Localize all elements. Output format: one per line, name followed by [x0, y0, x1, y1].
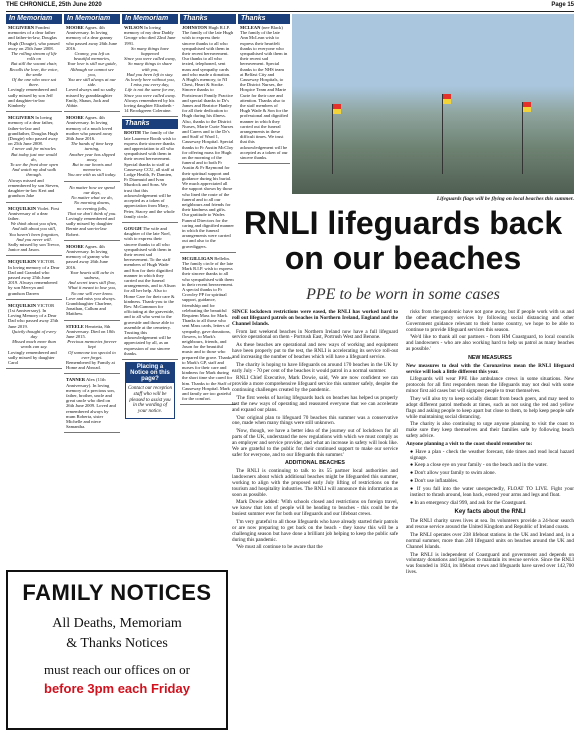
- notice-item: [122, 24, 178, 114]
- notice-verse-line: That we don't think of you.: [67, 210, 117, 216]
- notice-verse-line: Your love is still our guide,: [67, 61, 117, 67]
- notice-verse-line: Although we cannot see you,: [70, 66, 114, 77]
- family-notices-line: & Thanks Notices: [66, 636, 168, 651]
- notice-verse-line: No matter how we spend our days,: [69, 184, 115, 195]
- lifeguard-flag-icon: [523, 102, 531, 112]
- masthead-paper-date: THE CHRONICLE, 25th June 2020: [6, 2, 102, 8]
- family-notices-box: [6, 570, 228, 730]
- lifeguard-flag-icon: [333, 104, 341, 114]
- notice-item: [6, 114, 62, 199]
- masthead: [6, 2, 574, 12]
- story-paragraph: 'We must all continue to be aware that the: [236, 544, 323, 551]
- notice-list: [180, 24, 236, 405]
- notice-verse-line: And talk about you still,: [11, 226, 57, 232]
- notice-surname: JOHNSTON: [182, 25, 208, 30]
- notice-item: [64, 24, 120, 109]
- column-thanks-beside-photo: [238, 14, 290, 204]
- notice-verse-line: So many things have happened: [131, 45, 169, 57]
- notice-signature: Love and miss you always. Granddaughter Charlene, Jonathan, Callum and Matthew.: [66, 295, 116, 317]
- notice-divider: [122, 116, 178, 117]
- column-memoriam-thanks: [122, 14, 178, 568]
- notice-surname: MCLEAN: [240, 25, 261, 30]
- story-bullet: ● Keep a close eye on your family - on the beach and in the water.: [410, 462, 548, 469]
- notice-surname: MCGILLIGAN: [182, 255, 214, 261]
- story-paragraph: The RNLI is continuing to talk to its 55 partner local authorities and landowners about which additional beaches might be lifeguarded this summer, working to align with the proposed early July lifting of restrictions on the tourism and hospitality industries. The RNLI will announce this information as soon as possible.: [232, 468, 398, 498]
- notice-verse-line: What it meant to lose you,: [68, 285, 116, 291]
- notice-item: [64, 243, 120, 318]
- notice-text: Agnes. 4th Anniversary. In loving memory of granny who passed away 26th June 2016.: [66, 243, 110, 270]
- notice-text: Fondest memories of a dear father and father-in-law, Douglas Hugh (Dougie), who passed away on 25th June 2008.: [8, 25, 60, 51]
- notice-divider: [238, 163, 290, 164]
- notice-surname: MCQUILKIN: [8, 302, 37, 308]
- story-paragraph: The charity is also continuing to urge anyone planning to visit the coast to make sure they keep themselves and their families safe by following beach safety advice.: [406, 421, 574, 440]
- story-headline: RNLI lifeguards back on our beaches: [243, 205, 563, 276]
- notice-item: [6, 205, 62, 254]
- notice-item: [64, 376, 120, 430]
- section-header-thanks: Thanks: [180, 14, 236, 24]
- story-paragraph: The charity is hoping to have lifeguards on around 170 beaches in the UK by early July - 70 per cent of the beaches it would patrol in a normal summer.: [232, 361, 398, 374]
- notice-item: [64, 184, 120, 238]
- notice-signature: Sadly missed by son Trevor, Janice and Jason.: [8, 241, 61, 253]
- notice-list: [122, 24, 178, 117]
- column-memoriam-1: [6, 14, 62, 568]
- notice-verse-line: Precious memories forever kept: [67, 339, 117, 350]
- notice-verse-line: But in our hearts and memories: [72, 162, 112, 173]
- story-bullet: ● Have a plan - check the weather forecast, tide times and read local hazard signage.: [410, 448, 574, 461]
- notice-list: [122, 129, 178, 360]
- placing-notice-body: Contact our reception staff who will be pleased to assist you in the wording of your notice.: [128, 385, 172, 415]
- notice-text: VICTOR (1st Anniversary). In Loving Memory of a Dear Dad who passed away 25th June 2019.: [8, 302, 59, 329]
- notice-verse-line: But today just one would do,: [11, 151, 57, 162]
- beach-lifeguard-photo: [292, 14, 574, 194]
- notice-verse-line: No one will ever know.: [71, 290, 113, 296]
- notice-verse-line: Since you were called away.: [124, 92, 176, 98]
- notice-divider: [122, 222, 178, 223]
- story-column-left: [232, 310, 398, 730]
- family-notices-line: All Deaths, Memoriam: [52, 616, 182, 631]
- notice-verse-line: The rolling stream of life rolls on: [11, 51, 57, 62]
- story-subheadline: PPE to be worn in some cases: [306, 286, 500, 303]
- notice-verse-line: We think about you often,: [10, 221, 58, 227]
- story-paragraph: Lifeguards will wear PPE like ambulance crews in some situations. New protocols for all first responders mean the lifeguards may not deal with some minor first aid cases but will signpost people to treat themselves.: [406, 376, 574, 395]
- notice-surname: MOORE: [66, 25, 84, 30]
- notice-verse-line: And secret tears still flow,: [68, 280, 116, 286]
- notice-divider: [6, 111, 62, 112]
- notice-verse-line: Quietly thought of every day: [11, 328, 57, 339]
- notice-verse-line: And watch my dad walk through.: [12, 167, 56, 178]
- column-memoriam-2: [64, 14, 120, 568]
- notice-verse-line: Another year has slipped away,: [68, 151, 116, 162]
- section-header-thanks: Thanks: [122, 119, 178, 129]
- notice-surname: TANNER: [66, 377, 86, 383]
- section-header-memoriam: In Memoriam: [6, 14, 62, 24]
- story-subheading: ADDITIONAL BEACHES: [285, 460, 345, 467]
- story-paragraph: The RNLI operates over 238 lifeboat stations in the UK and Ireland and, in a normal summer, more than 240 lifeguard units on beaches around the UK and Channel Islands.: [406, 532, 574, 550]
- notice-item: [122, 129, 178, 219]
- notice-text: (nee Black) The family of the late Ann McLean wish to express their heartfelt thanks to everyone who sympathised with them in their recent sad bereavement. Special thanks to the NHS team at Belfast City and Causeway Hospitals, to the District Nurses, the Hospice Team and Marie Curie for their care and attention. Thanks also to the staff members of Hugh Wade & Son for the professional and dignified manner in which they carried out the funeral arrangements in these difficult times. We trust that this acknowledgement will be accepted as a token of our sincere thanks.: [240, 25, 288, 161]
- notice-list: [64, 24, 120, 433]
- notice-surname: BOOTH: [124, 130, 141, 136]
- family-notices-deadline: before 3pm each Friday: [44, 681, 190, 696]
- notice-verse-line: The hands of time keep turning,: [70, 141, 114, 152]
- story-paragraph: Mark Dowie added: 'With schools closed and restrictions on foreign travel, we know that lots of people will be heading to beaches - this could be the busiest summer ever for both our lifeguards and our lifeboat crews.: [232, 499, 398, 518]
- notice-verse-line: Since you were called away,: [124, 56, 176, 62]
- notice-verse-line: Of someone too special to ever forget.: [68, 349, 116, 360]
- notice-surname: GOUGH: [124, 225, 142, 231]
- photo-caption: Lifeguards flags will be flying on local beaches this summer.: [436, 196, 574, 202]
- key-facts-heading: Key facts about the RNLI: [454, 509, 526, 516]
- notice-divider: [64, 320, 120, 321]
- notice-verse-line: But still the vacant chair,: [10, 61, 58, 67]
- notice-divider: [64, 111, 120, 112]
- notice-text: The family of the late Laurence Booth wish to express their sincere thanks and appreciation to all who sympathised with them in their recent bereavement. Special thanks to staff at Causeway CCU, all staff at Lodge Health, Fr Damien, Fr Diarmuid and Ivan Murdock and Sons. We trust that this acknowledgement will be accepted as a token of appreciation from Mary, Peter, Stacey and the whole family circle.: [124, 130, 176, 219]
- notice-item: [180, 24, 236, 250]
- notice-item: [64, 114, 120, 178]
- story-paragraph: 'I'm very grateful to all those lifeguards who have already started their patrols or are now preparing to get back on the beach - they know this will be a challenging season but have done a brilliant job helping to keep the public safe during this pandemic.: [232, 519, 398, 543]
- placing-notice-title: Placing a Notice on this page?: [126, 363, 174, 383]
- story-column-right: [406, 310, 574, 730]
- section-header-thanks: Thanks: [238, 14, 290, 24]
- notice-item: [64, 323, 120, 372]
- story-paragraph: The RNLI charity saves lives at sea. Its volunteers provide a 24-hour search and rescue service around the United Kingdom and Republic of Ireland coasts.: [406, 518, 574, 531]
- notice-surname: MCQUILKIN: [8, 259, 37, 265]
- story-lead-paragraph: Anyone planning a visit to the coast should remember to:: [406, 440, 533, 447]
- notice-list: [238, 24, 290, 164]
- notice-verse-line: no evening falls,: [76, 205, 108, 211]
- column-thanks-1: [180, 14, 236, 568]
- notice-verse-line: Of the one who once sat there.: [11, 77, 57, 88]
- notice-text: Bellelin. The family circle of the late Mark R.I.P. wish to express their sincere thanks to all who sympathised with them in their recent bereavement. A special thanks to Fr Crowley PP for spiritual support, guidance, friendship and for celebrating the beautiful Requiem Mass for Mark. Thanks to all those who sent Mass cards, letters of sympathy, gave donations, flowers, to Mark's neighbours, friends, and Jason for the beautiful music and to those who prepared the grave. Thanks to Mark's GP, staff and nurses for their care and kindness for Mark during the short time she cared for him. Thanks to the Staff of Causeway Hospital. Mark and family are too grateful for the comfort.: [182, 255, 234, 402]
- notice-divider: [6, 368, 62, 369]
- notice-divider: [64, 432, 120, 433]
- notice-verse-line: To see the front door open: [9, 162, 59, 168]
- placing-notice-box: [125, 362, 175, 419]
- notice-verse-line: You are still always at our side.: [67, 77, 117, 88]
- notice-surname: MOORE: [66, 115, 84, 121]
- story-bullet: ● Don't use inflatables.: [410, 478, 459, 485]
- notice-signature: Loved always and so sadly missed by granddaughter Emily, Shaun, Jack and Abbie.: [66, 87, 116, 109]
- lifeguard-flag-icon: [443, 94, 451, 104]
- notice-text: Violet. First Anniversary of a dear father.: [8, 205, 60, 221]
- notice-verse-line: So many things to share with you,: [128, 61, 172, 72]
- story-paragraph: 'Our original plan to lifeguard 70 beaches this summer was a conservative one, made when many things were still unknown.: [232, 414, 398, 427]
- notice-verse-line: Life is not the same for me,: [125, 87, 175, 93]
- notice-text: Hugh R.I.P. The family of the late Hugh wish to express their sincere thanks to all who sympathised with them in their recent bereavement. Our thanks to all who texted, telephoned, sent mass and sympathy cards and who made a donation. A Hugh's memory, to NI Chest, Heart & Stroke. Sincere thanks to Portstewart Family Practice and special thanks to Dr's James and Beatrice Hanley for all their dedication to Hugh during his illness. Also, thanks to the District Nurses, Marie Curie Nurses and Carers and to the Dr's and Staff of Ward 1, Causeway Hospital. Special thanks to Fr Austin McCloy for offering mass for Hugh on the morning of the funeral and to both Fr Austin & Fr Raymond for their spiritual support and guidance during his burial. We much appreciated all the support shown by those who lined the route of the funeral and to all our neighbours and friends for their kindness and gifts. Our gratitude to Wades Funeral Directors for the caring and dignified manner in which the funeral arrangements were carried out and also to the gravediggers.: [182, 25, 234, 249]
- story-subheading: NEW MEASURES: [468, 354, 512, 361]
- section-header-memoriam: In Memoriam: [122, 14, 178, 24]
- story-paragraph: As these beaches are operational and new ways of working and equipment have been properly put to the test, the RNLI is accelerating its service roll-out and increasing the number of beaches which will have a lifeguard service.: [232, 342, 398, 360]
- notice-text: In loving memory of a dear father, father-in-law and grandfather, Douglas Hugh (Dougie) who passed away on 25th June 2008.: [8, 115, 58, 147]
- notice-text: Agnes. 4th Anniversary. In loving memory of a dear granny who passed away 26th June 2016.: [66, 25, 118, 51]
- notice-divider: [64, 181, 120, 182]
- family-notices-line: must reach our offices on or: [44, 662, 190, 677]
- notice-text: Agnes. 4th Anniversary. In loving memory of a much loved mother who passed away 26th June 2016.: [66, 115, 113, 142]
- notice-divider: [64, 240, 120, 241]
- notice-verse-line: I miss you every day,: [130, 82, 170, 88]
- notice-verse-line: You are with us still today.: [67, 172, 117, 178]
- notice-verse-line: Recalls the love, the voice, the smile: [9, 66, 59, 77]
- notice-surname: MCQUILKIN: [8, 205, 37, 211]
- story-paragraph: 'We'd like to thank all our partners - from HM Coastguard, to local councils and landowners - who are also working hard to help us patrol as many beaches as possible.': [406, 334, 574, 353]
- notice-text: The wife and daughter of the late Noel, wish to express their sincere thanks to all who sympathised with them in their recent sad bereavement. To the staff members of Hugh Wade and Son for their dignified manner in which they carried out the funeral arrangements, and to Alison for all her help. Also to Home Care for their care & kindness. Thank-you to the Rev. McGammon for officiating at the graveside, and to all who went to the graveside and those able to assemble at the cemetery. Trusting this acknowledgement will be appreciated by all, as an expression of our sincere thanks.: [124, 225, 176, 356]
- notice-verse-line: No matter what we do,: [71, 195, 113, 201]
- notice-item: [6, 302, 62, 366]
- flag-pole: [332, 104, 333, 174]
- notice-divider: [64, 373, 120, 374]
- flag-pole: [442, 94, 443, 174]
- notice-verse-line: Had you been left to stay.: [126, 71, 174, 77]
- notice-text: Alex (11th Anniversary). In loving memory of a precious son, father, brother, uncle and great uncle who died on 26th June 2009. Loved and remembered always by mum Roberta, sister Michelle and niece Samantha.: [66, 377, 116, 430]
- notice-verse-line: You haven't been forgotten,: [9, 231, 59, 237]
- story-bullet: ● In an emergency dial 999, and ask for the Coastguard.: [410, 499, 527, 506]
- notice-item: [238, 24, 290, 161]
- notice-text: In loving memory of my dear Daddy George who died 22nd June 1991.: [124, 25, 176, 46]
- notice-signature: Remembered by Family at Home and Abroad.: [66, 359, 115, 371]
- notice-surname: STEELE: [66, 323, 84, 329]
- notice-surname: WILSON: [124, 25, 143, 30]
- notice-list: [6, 24, 62, 369]
- story-paragraph: RNLI Chief Executive, Mark Dowie, said, 'We are now confident we can provide a more comprehensive lifeguard service this summer safely, despite the continuing challenges created by the pandemic.: [232, 375, 398, 394]
- story-bullet: ● If you fall into the water unexpectedly, FLOAT TO LIVE. Fight your instinct to thrash around, lean back, extend your arms and legs and float.: [410, 485, 574, 498]
- story-paragraph: risks from the pandemic have not gone away, but if people work with us and the other emergency services by following social distancing and other Government guidance relevant to their home country, we hope to be able to continue to provide lifeguard services this season.: [406, 309, 574, 333]
- story-lead-paragraph: SINCE lockdown restrictions were eased, the RNLI has worked hard to roll out lifeguard patrols on beaches in Northern Ireland, England and the Channel Islands.: [232, 309, 398, 327]
- notice-verse-line: No morning dawns,: [73, 200, 111, 206]
- story-bullet: ● Don't allow your family to swim alone.: [410, 470, 496, 477]
- story-paragraph: 'The first weeks of having lifeguards back on beaches has helped us properly test the new ways of operating and reassured everyone that we can accelerate and expand our plans.: [232, 394, 398, 413]
- notice-divider: [180, 252, 236, 253]
- notice-signature: Lovingly remembered and sadly missed by daughter Carol: [8, 349, 57, 365]
- notice-signature: Lovingly remembered and sadly missed by son Jeff and daughter-in-law Kimberly: [8, 87, 57, 109]
- notice-verse-line: Missed much more than words can say.: [12, 339, 56, 350]
- notice-verse-line: And you never will.: [16, 236, 52, 242]
- masthead-page-number: Page 15: [551, 2, 574, 8]
- notice-verse-line: Granny, you left us beautiful memories,: [73, 51, 111, 62]
- notice-verse-line: As lovely here without you,: [125, 77, 175, 83]
- notice-text: VICTOR. In loving memory of a Dear Dad and Grandad who passed away 25th June 2019. Always remembered by son Mervyn and grandson Darren: [8, 259, 60, 296]
- notice-divider: [6, 299, 62, 300]
- story-lead-paragraph: New measures to deal with the Coronavirus mean the RNLI lifeguard service will look a little different this year.: [406, 362, 574, 375]
- notice-surname: MCGIVERN: [8, 115, 35, 121]
- notice-divider: [6, 202, 62, 203]
- notice-surname: MOORE: [66, 243, 84, 249]
- notice-signature: Always missed and remembered by son Steven, daughter-in-law Keri and grandson Jake: [8, 177, 60, 199]
- notice-item: [122, 225, 178, 357]
- family-notices-title: FAMILY NOTICES: [22, 580, 212, 605]
- notice-divider: [180, 404, 236, 405]
- notice-text: Henrietta, 8th Anniversary. Died on 10th June 2015.: [66, 323, 115, 339]
- story-paragraph: They will also try to keep socially distant from beach goers, and may need to adopt different patrol methods at times, such as not using the red and yellow flags and asking people to keep apart but close to them, to help keep people safe while maintaining social distancing.: [406, 395, 574, 420]
- notice-signature: Lovingly remembered and sadly missed by daughter Bernie and son-in-law Robert.: [66, 215, 115, 237]
- notice-item: [6, 258, 62, 296]
- notice-divider: [122, 359, 178, 360]
- notice-signature: Always remembered by his loving daughter Elizabeth - 14 Brookgreen Coleraine.: [124, 97, 175, 114]
- section-header-memoriam: In Memoriam: [64, 14, 120, 24]
- story-paragraph: The RNLI is independent of Coastguard and government and depends on voluntary donations and legacies to maintain its rescue service. Since the RNLI was founded in 1824, its lifeboat crews and lifeguards have saved over 142,700 lives.: [406, 551, 574, 576]
- flag-pole: [522, 102, 523, 174]
- notice-divider: [6, 255, 62, 256]
- notice-verse-line: Your hearts still ache in sadness,: [70, 269, 114, 280]
- notice-item: [6, 24, 62, 109]
- story-paragraph: From last weekend beaches in Northern Ireland now have a full lifeguard service operational on them - Portrush East, Portrush West and Benone.: [232, 328, 398, 341]
- story-paragraph: 'Now, though, we have a better idea of the journey out of lockdown for all parts of the UK, understand the new regulations with which we must comply as an employer and service provider, and what an increase in safety will look like. We are grateful to the public for their continued support to make our service safer for everyone, and to our lifeguards this summer.': [232, 428, 398, 458]
- notice-verse-line: I never ask for miracles: [12, 146, 56, 152]
- notice-surname: MCGIVERN: [8, 25, 35, 30]
- notice-item: [180, 255, 236, 403]
